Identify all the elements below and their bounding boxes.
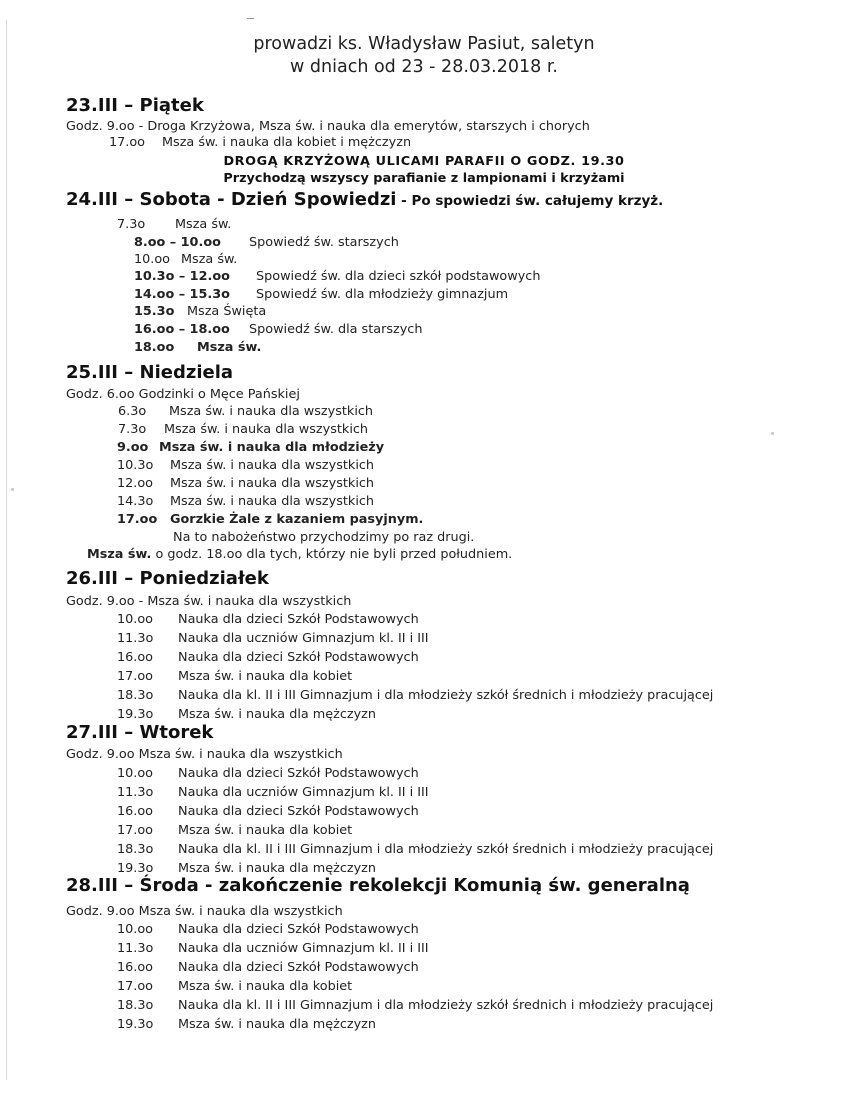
- day-heading-23: 23.III – Piątek: [66, 95, 204, 116]
- time-label: 16.oo: [117, 960, 154, 975]
- event-text: Msza św. i nauka dla kobiet: [178, 669, 353, 684]
- event-text: Msza św. i nauka dla młodzieży: [159, 440, 385, 455]
- event-text: Spowiedź św. starszych: [249, 235, 399, 250]
- event-text: Spowiedź św. dla dzieci szkół podstawowych: [256, 269, 541, 284]
- event-text: Nauka dla uczniów Gimnazjum kl. II i III: [178, 785, 429, 800]
- time-label: 18.3o: [117, 998, 154, 1013]
- time-label: 12.oo: [117, 476, 154, 491]
- event-text: Spowiedź św. dla starszych: [249, 322, 423, 337]
- event-text: Msza św.: [197, 340, 262, 355]
- time-label: 10.3o: [117, 458, 154, 473]
- schedule-line: Godz. 9.oo Msza św. i nauka dla wszystkich: [66, 904, 343, 919]
- time-label: 16.oo: [117, 804, 154, 819]
- event-text: Msza św. i nauka dla wszystkich: [164, 422, 369, 437]
- schedule-line: Godz. 9.oo Msza św. i nauka dla wszystkich: [66, 747, 343, 762]
- event-text: Nauka dla dzieci Szkół Podstawowych: [178, 766, 419, 781]
- time-label: 10.oo: [134, 252, 171, 267]
- time-label: 18.oo: [134, 340, 175, 355]
- time-label: 17.oo: [117, 512, 158, 527]
- event-text: Nauka dla uczniów Gimnazjum kl. II i III: [178, 631, 429, 646]
- time-label: 7.3o: [118, 422, 147, 437]
- time-label: 9.oo: [117, 440, 149, 455]
- event-text: Gorzkie Żale z kazaniem pasyjnym.: [170, 512, 424, 527]
- time-label: 14.3o: [117, 494, 154, 509]
- event-text: Spowiedź św. dla młodzieży gimnazjum: [256, 287, 509, 302]
- event-text: Msza św. i nauka dla wszystkich: [170, 494, 375, 509]
- time-label: 6.3o: [118, 404, 147, 419]
- schedule-line: Godz. 9.oo - Msza św. i nauka dla wszystkich: [66, 594, 352, 609]
- event-text: Nauka dla dzieci Szkół Podstawowych: [178, 960, 419, 975]
- event-text: Msza św.: [181, 252, 238, 267]
- event-text: Nauka dla kl. II i III Gimnazjum i dla młodzieży szkół średnich i młodzieży pracującej: [178, 688, 714, 703]
- time-label: 15.3o: [134, 304, 175, 319]
- announcement-line-2: Przychodzą wszyscy parafianie z lampionami i krzyżami: [223, 171, 625, 186]
- time-label: 7.3o: [117, 217, 146, 232]
- time-label: 17.oo: [117, 823, 154, 838]
- event-text: Msza św. i nauka dla kobiet: [178, 823, 353, 838]
- event-text: Msza św. i nauka dla mężczyzn: [178, 707, 377, 722]
- event-text: Nauka dla kl. II i III Gimnazjum i dla młodzieży szkół średnich i młodzieży pracującej: [178, 842, 714, 857]
- day-heading-28: 28.III – Środa - zakończenie rekolekcji Komunią św. generalną: [66, 875, 690, 896]
- time-label: 17.oo: [109, 135, 146, 150]
- event-text: Msza św. i nauka dla wszystkich: [170, 476, 375, 491]
- time-label: 11.3o: [117, 631, 154, 646]
- time-label: 11.3o: [117, 785, 154, 800]
- event-text: Msza Święta: [187, 304, 267, 319]
- day-title: 24.III – Sobota - Dzień Spowiedzi: [66, 189, 397, 210]
- scan-speck: [11, 488, 14, 491]
- header-line-2: w dniach od 23 - 28.03.2018 r.: [290, 57, 558, 77]
- day-heading-24: [66, 190, 663, 211]
- time-label: 19.3o: [117, 707, 154, 722]
- event-text: Msza św. i nauka dla kobiet i mężczyzn: [162, 135, 412, 150]
- event-text: Nauka dla dzieci Szkół Podstawowych: [178, 650, 419, 665]
- time-label: 17.oo: [117, 979, 154, 994]
- scan-speck: [771, 432, 774, 435]
- event-text: Msza św.: [175, 217, 232, 232]
- time-label: 16.oo: [117, 650, 154, 665]
- day-heading-25: 25.III – Niedziela: [66, 362, 234, 383]
- schedule-line: [87, 547, 512, 562]
- event-text: Msza św. i nauka dla kobiet: [178, 979, 353, 994]
- time-label: 19.3o: [117, 1017, 154, 1032]
- announcement-line-1: DROGĄ KRZYŻOWĄ ULICAMI PARAFII O GODZ. 19.30: [223, 154, 625, 169]
- schedule-line: Godz. 6.oo Godzinki o Męce Pańskiej: [66, 387, 300, 402]
- day-title-note: - Po spowiedzi św. całujemy krzyż.: [396, 193, 664, 209]
- event-text: Nauka dla dzieci Szkół Podstawowych: [178, 804, 419, 819]
- time-label: 10.oo: [117, 766, 154, 781]
- time-label: 10.3o – 12.oo: [134, 269, 230, 284]
- time-label: 8.oo – 10.oo: [134, 235, 221, 250]
- time-label: 16.oo – 18.oo: [134, 322, 230, 337]
- event-text: Nauka dla uczniów Gimnazjum kl. II i III: [178, 941, 429, 956]
- event-text: Nauka dla dzieci Szkół Podstawowych: [178, 612, 419, 627]
- event-text: Msza św. i nauka dla mężczyzn: [178, 1017, 377, 1032]
- event-text: o godz. 18.oo dla tych, którzy nie byli przed południem.: [151, 547, 513, 562]
- scan-mark: [247, 18, 254, 19]
- event-text: Nauka dla kl. II i III Gimnazjum i dla młodzieży szkół średnich i młodzieży pracującej: [178, 998, 714, 1013]
- time-label: 18.3o: [117, 688, 154, 703]
- time-label: 11.3o: [117, 941, 154, 956]
- mass-label: Msza św.: [87, 547, 152, 562]
- header-line-1: prowadzi ks. Władysław Pasiut, saletyn: [253, 34, 595, 54]
- time-label: 10.oo: [117, 612, 154, 627]
- schedule-line: Godz. 9.oo - Droga Krzyżowa, Msza św. i nauka dla emerytów, starszych i chorych: [66, 119, 590, 134]
- event-text: Msza św. i nauka dla wszystkich: [170, 458, 375, 473]
- event-text: Msza św. i nauka dla wszystkich: [169, 404, 374, 419]
- day-heading-27: 27.III – Wtorek: [66, 722, 214, 743]
- event-note: Na to nabożeństwo przychodzimy po raz drugi.: [173, 530, 475, 545]
- day-heading-26: 26.III – Poniedziałek: [66, 568, 269, 589]
- time-label: 10.oo: [117, 922, 154, 937]
- event-text: Nauka dla dzieci Szkół Podstawowych: [178, 922, 419, 937]
- time-label: 14.oo – 15.3o: [134, 287, 230, 302]
- time-label: 17.oo: [117, 669, 154, 684]
- time-label: 19.3o: [117, 861, 154, 876]
- event-text: Msza św. i nauka dla mężczyzn: [178, 861, 377, 876]
- time-label: 18.3o: [117, 842, 154, 857]
